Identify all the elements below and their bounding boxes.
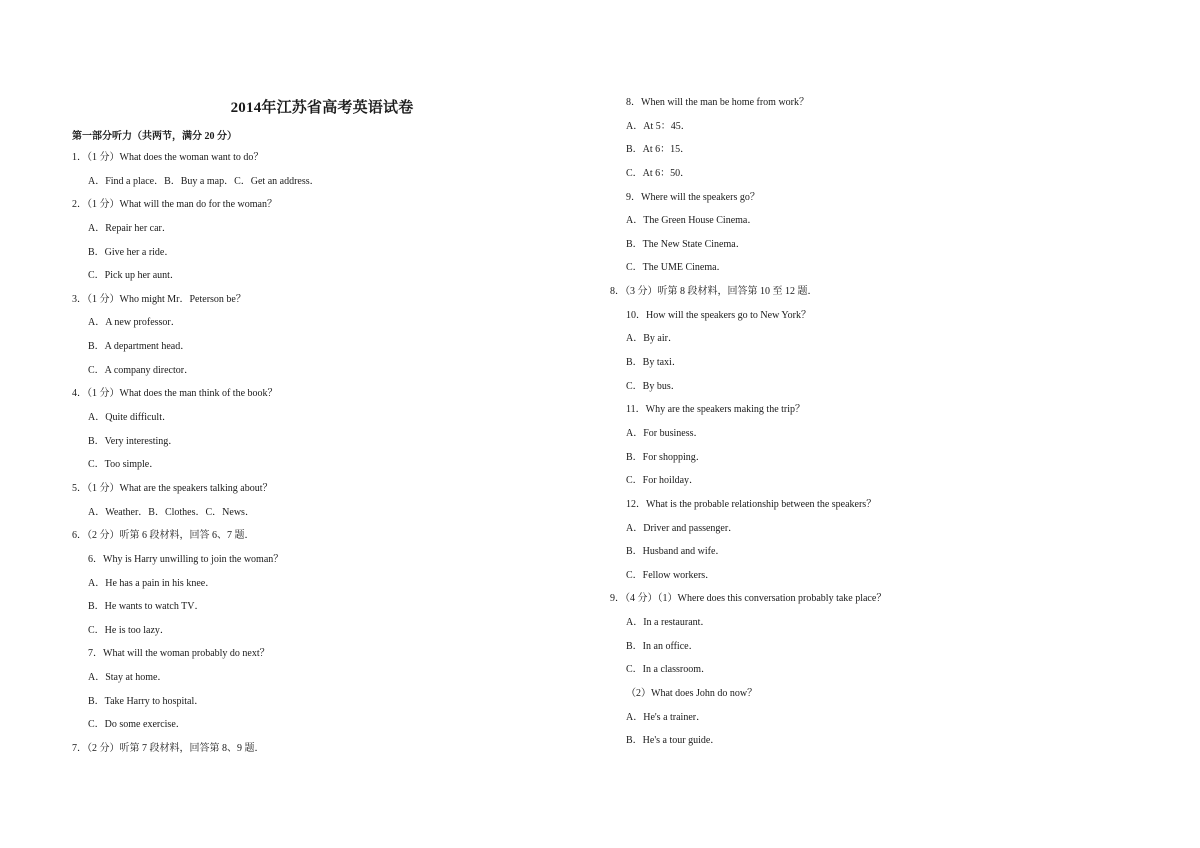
question-line: 12．What is the probable relationship between the speakers？ [626, 498, 877, 510]
question-line: B．He wants to watch TV． [88, 601, 205, 613]
question-line: 1．（1 分）What does the woman want to do？ [72, 152, 264, 163]
question-line: A．A new professor． [88, 317, 181, 329]
question-line: B．Very interesting． [88, 435, 179, 447]
section-header: 第一部分听力（共两节，满分 20 分） [72, 131, 237, 142]
question-line: C．In a classroom． [626, 664, 711, 676]
question-line: 4．（1 分）What does the man think of the book？ [72, 388, 278, 400]
question-line: 11．Why are the speakers making the trip？ [626, 404, 806, 416]
question-line: C．Pick up her aunt． [88, 270, 180, 282]
question-line: A．By air． [626, 333, 678, 345]
question-line: 3．（1 分）Who might Mr．Peterson be？ [72, 293, 246, 305]
question-line: 6．Why is Harry unwilling to join the woman？ [88, 553, 284, 565]
question-line: A．In a restaurant． [626, 617, 711, 629]
page-title: 2014年江苏省高考英语试卷 [230, 100, 414, 116]
question-line: A．Driver and passenger． [626, 522, 739, 534]
question-line: A．Find a place．B．Buy a map．C．Get an address． [88, 175, 320, 187]
right-column [610, 91, 1130, 753]
question-line: 7．（2 分）听第 7 段材料，回答第 8、9 题． [72, 743, 265, 755]
question-line: B．Give her a ride． [88, 246, 175, 258]
question-line: 8．When will the man be home from work？ [626, 97, 810, 108]
question-line: B．In an office． [626, 640, 699, 652]
question-line: 7．What will the woman probably do next？ [88, 648, 270, 660]
question-line: A．At 5：45． [626, 120, 691, 132]
question-line: B．By taxi． [626, 357, 682, 369]
question-line: A．Repair her car． [88, 222, 172, 234]
question-line: B．The New State Cinema． [626, 238, 746, 250]
question-line: B．He's a tour guide． [626, 735, 721, 747]
question-line: 9．Where will the speakers go？ [626, 191, 760, 203]
question-line: B．Take Harry to hospital． [88, 695, 205, 707]
question-line: A．Stay at home． [88, 672, 168, 684]
question-line: C．By bus． [626, 380, 681, 392]
question-line: B．A department head． [88, 341, 191, 353]
question-line: C．At 6：50． [626, 167, 691, 179]
question-line: 9．（4 分）（1）Where does this conversation probably take place？ [610, 593, 887, 605]
question-line: 6．（2 分）听第 6 段材料，回答 6、7 题． [72, 530, 255, 542]
question-line: B．Husband and wife． [626, 546, 726, 558]
left-column [72, 146, 572, 761]
question-line: C．Fellow workers． [626, 569, 716, 581]
question-line: A．The Green House Cinema． [626, 215, 758, 227]
question-line: A．Weather．B．Clothes．C．News． [88, 506, 255, 518]
question-line: （2）What does John do now？ [626, 688, 758, 700]
question-line: B．For shopping． [626, 451, 706, 463]
question-line: A．He's a trainer． [626, 711, 707, 723]
question-line: 5．（1 分）What are the speakers talking about？ [72, 482, 273, 494]
question-line: C．The UME Cinema． [626, 262, 727, 274]
question-line: C．Too simple． [88, 459, 160, 471]
question-line: C．Do some exercise． [88, 719, 186, 731]
question-line: 2．（1 分）What will the man do for the woman？ [72, 199, 277, 211]
question-line: 10．How will the speakers go to New York？ [626, 309, 811, 321]
question-line: 8．（3 分）听第 8 段材料，回答第 10 至 12 题． [610, 286, 818, 298]
question-line: C．For hoilday． [626, 475, 700, 487]
question-line: A．He has a pain in his knee． [88, 577, 216, 589]
question-line: A．Quite difficult． [88, 412, 172, 424]
question-line: A．For business． [626, 427, 704, 439]
question-line: C．A company director． [88, 364, 195, 376]
question-line: B．At 6：15． [626, 144, 691, 156]
question-line: C．He is too lazy． [88, 624, 170, 636]
